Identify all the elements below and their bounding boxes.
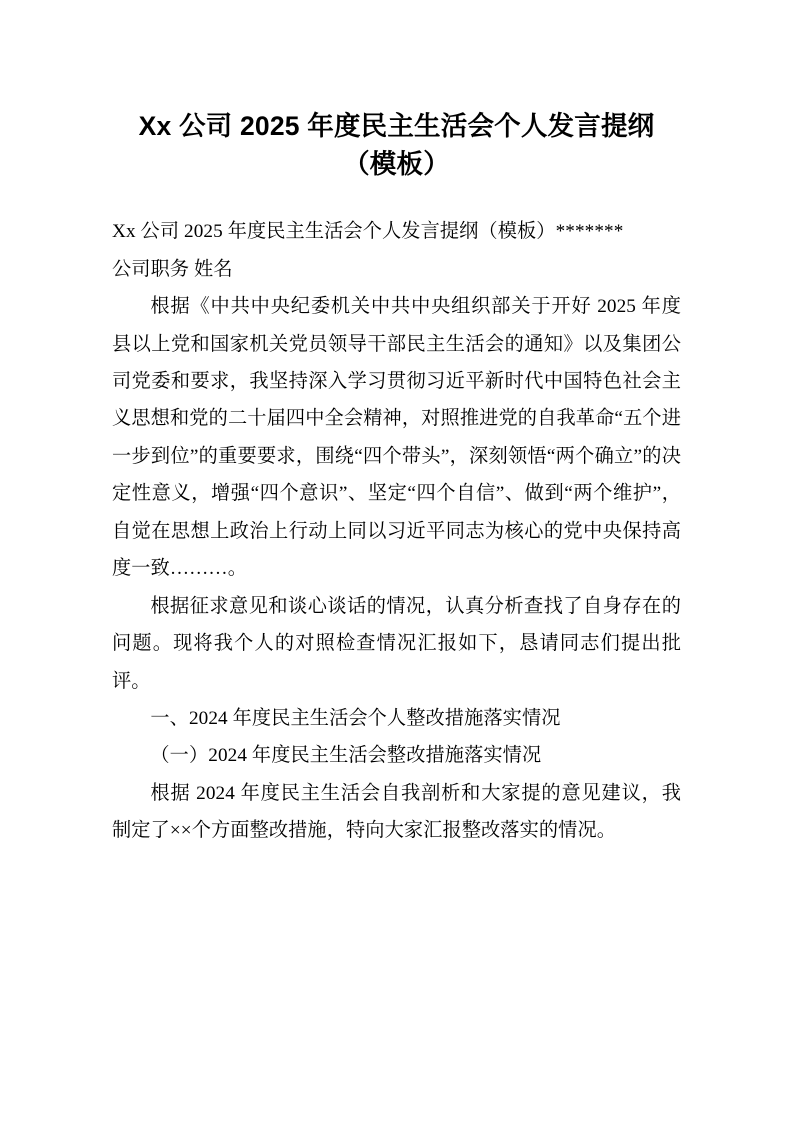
paragraph-measures-detail: 根据 2024 年度民主生活会自我剖析和大家提的意见建议，我制定了××个方面整改措施，特向大家汇报整改落实的情况。: [112, 782, 681, 842]
page-title: [112, 108, 681, 183]
paragraph-subsection-one: （一）2024 年度民主生活会整改措施落实情况: [150, 745, 542, 767]
paragraph-basis: 根据《中共中央纪委机关中共中央组织部关于开好 2025 年度县以上党和国家机关党员领导干部民主生活会的通知》以及集团公司党委和要求，我坚持深入学习贯彻习近平新时代中国特色社会主义思想和党的二十届四中全会精神，对照推进党的自我革命“五个进一步到位”的重要要求，围绕“四个带头”，深刻领悟“两个确立”的决定性意义，增强“四个意识”、坚定“四个自信”、做到“两个维护”，自觉在思想上政治上行动上同以习近平同志为核心的党中央保持高度一致………。: [112, 296, 681, 580]
page-title-line-1: Xx 公司 2025 年度民主生活会个人发言提纲: [138, 111, 655, 141]
document-body: [112, 213, 681, 849]
paragraph-section-one: 一、2024 年度民主生活会个人整改措施落实情况: [150, 707, 561, 729]
page-title-line-2: （模板）: [343, 148, 450, 179]
paragraph-signature: 公司职务 姓名: [112, 258, 233, 280]
paragraph-opinion-summary: 根据征求意见和谈心谈话的情况，认真分析查找了自身存在的问题。现将我个人的对照检查情况汇报如下，恳请同志们提出批评。: [112, 595, 681, 692]
paragraph-heading-repeat: Xx 公司 2025 年度民主生活会个人发言提纲（模板）*******: [112, 221, 624, 243]
